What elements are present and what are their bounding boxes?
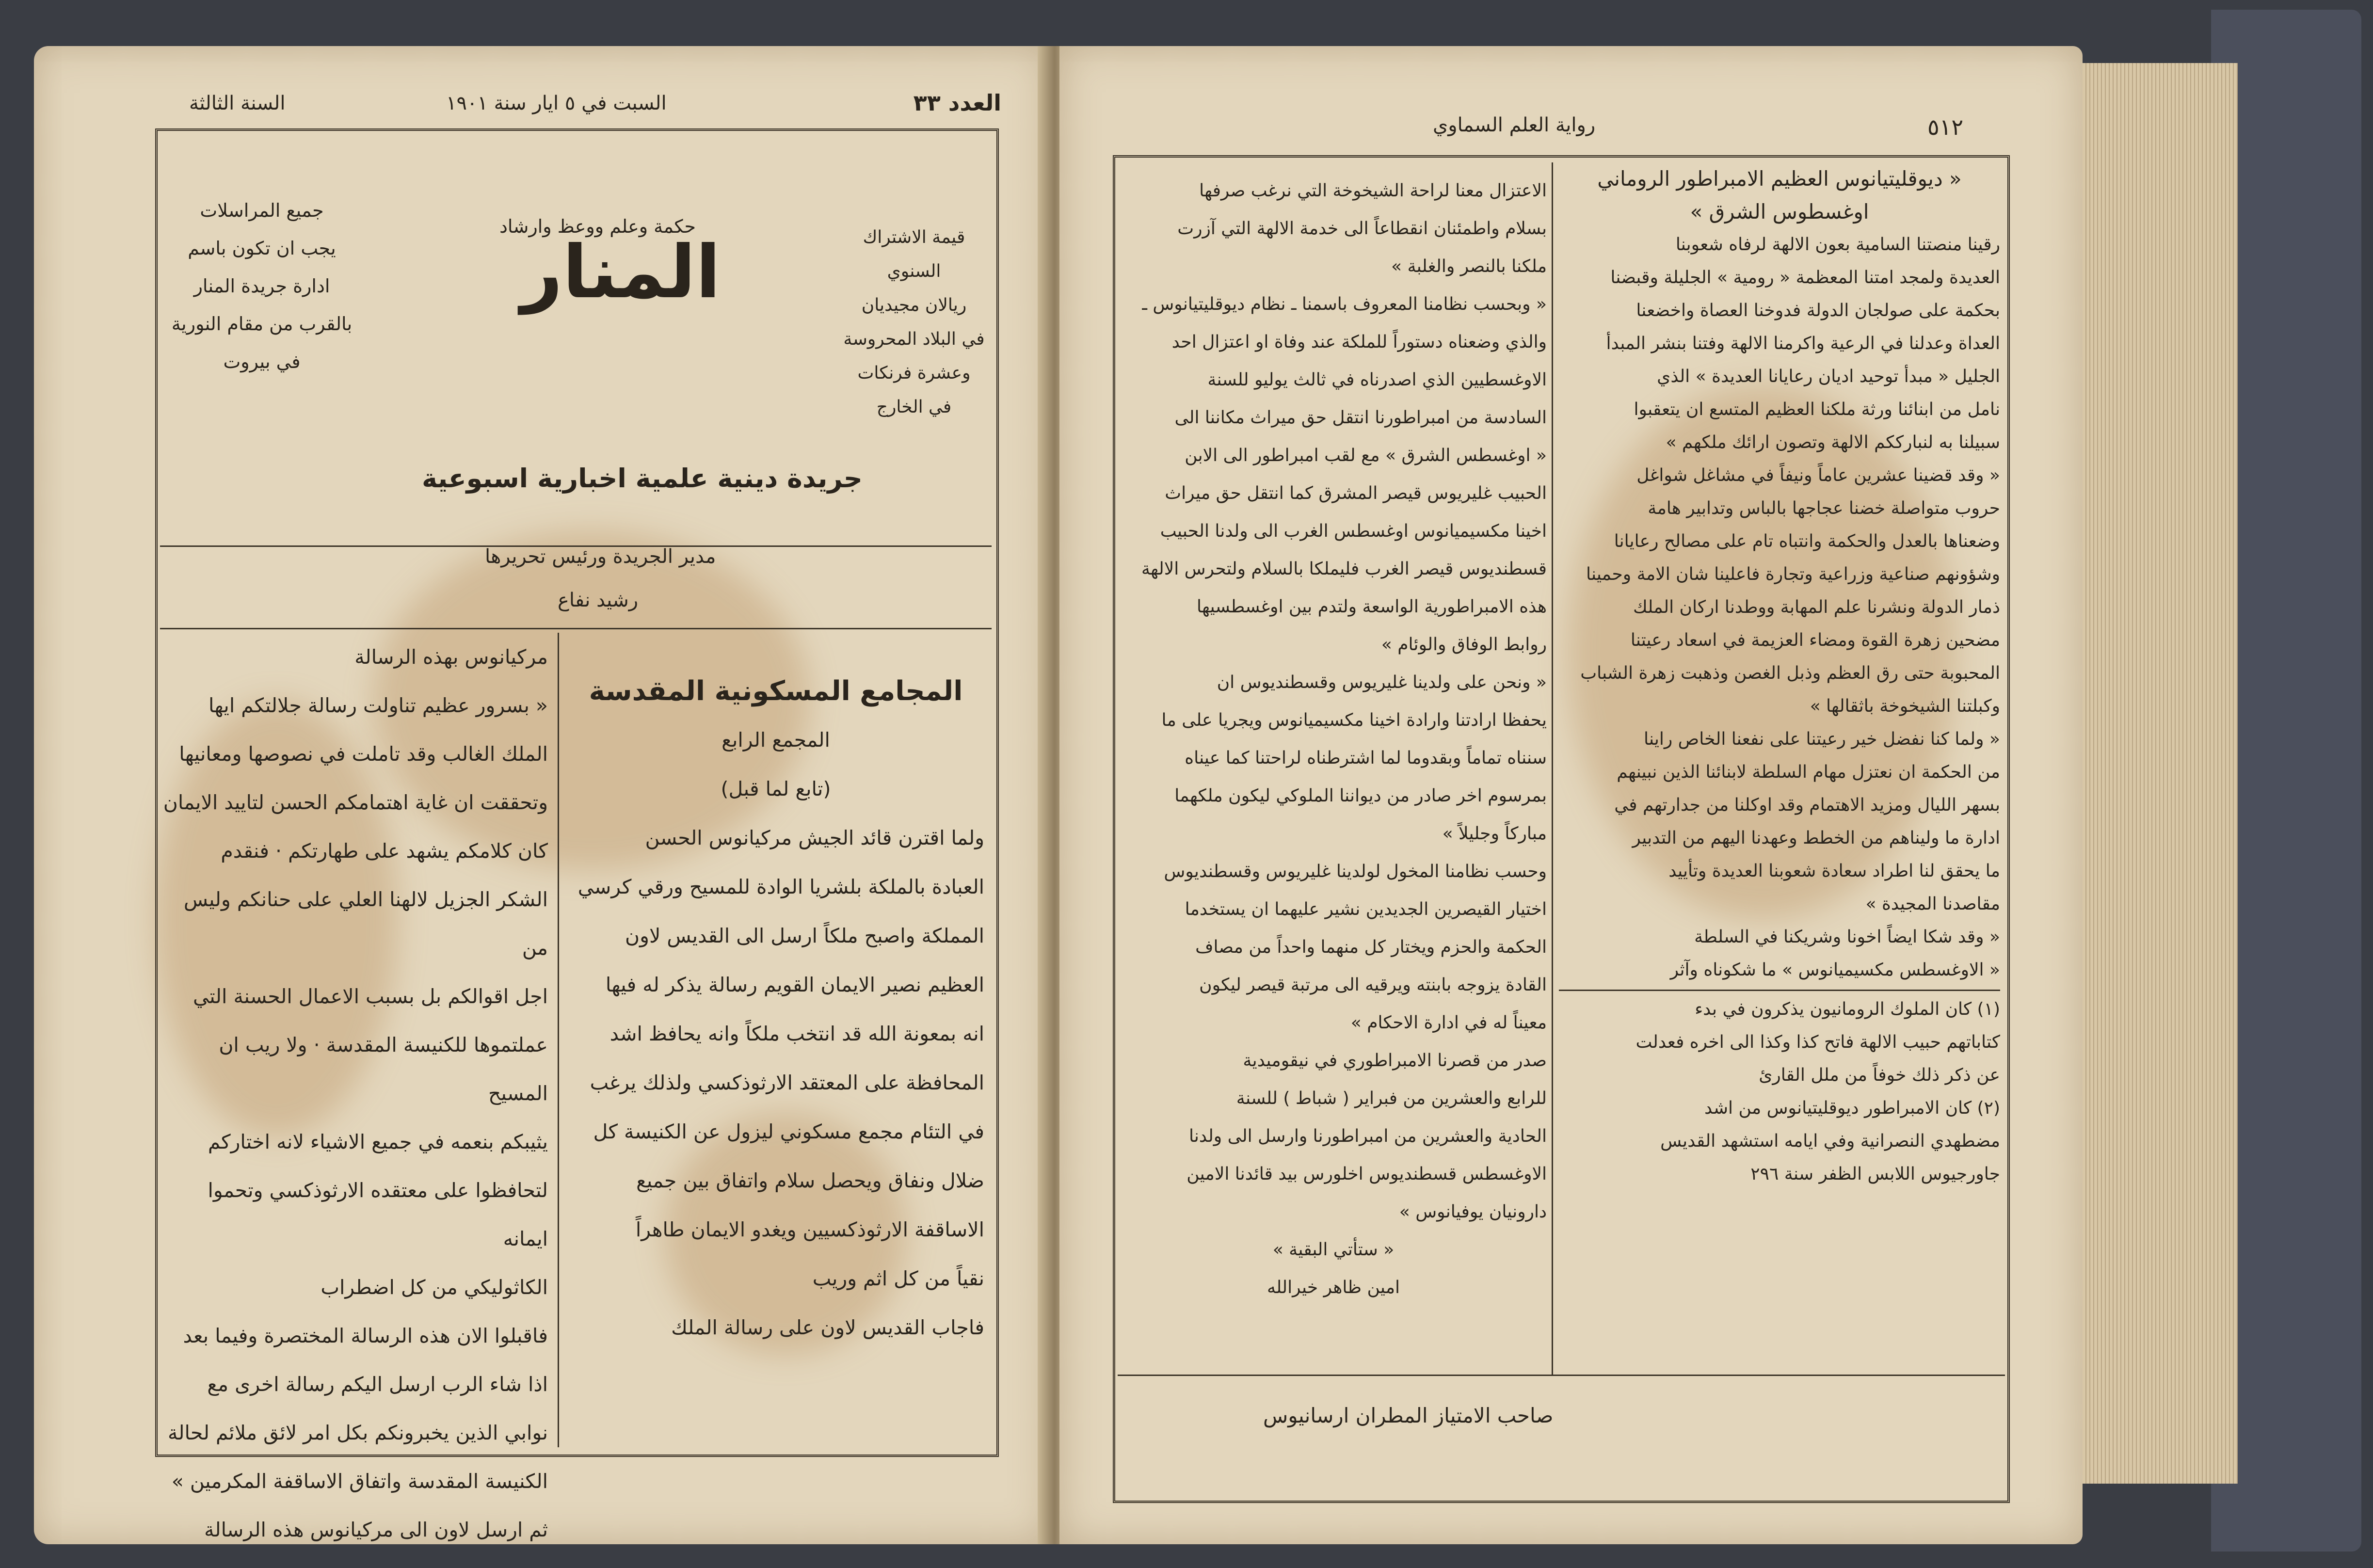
masthead-logo: المنار [520, 230, 721, 315]
right-col-right: « ديوقليتيانوس العظيم الامبراطور الروماني اوغسطوس الشرق » رقينا منصتنا السامية بعون الالهة لرفاه شعوبنا العديدة ولمجد امتنا المعظمة « رومية » الجليلة وقبضنا بحكمة على صولجان الدولة فدوخنا العصاة واخضعنا العداة وعدلنا في الرعية واكرمنا الالهة وفتنا بنشر المبدأ الجليل « مبدأ توحيد اديان رعايانا العديدة » الذي نامل من ابنائنا ورثة ملكنا العظيم المتسع ان يتعقبوا سبيلنا به لنبارككم الالهة وتصون ارائك ملكهم » « وقد قضينا عشرين عاماً ونيفاً في مشاغل شواغل حروب متواصلة خضنا عجاجها بالباس وتدابير هامة وضعناها بالعدل والحكمة وانتباه تام على مصالح رعايانا وشؤونهم صناعية وزراعية وتجارة فاعلينا شان الامة وحمينا ذمار الدولة ونشرنا علم المهابة ووطدنا اركان الملك مضحين زهرة القوة ومضاء العزيمة في اسعاد رعيتنا المحبوبة حتى رق العظم وذبل الغصن وذهبت زهرة الشباب وكبلتنا الشيخوخة باثقالها » « ولما كنا نفضل خير رعيتنا على نفعنا الخاص راينا من الحكمة ان نعتزل مهام السلطة لابنائنا الذين نبينهم بسهر الليال ومزيد الاهتمام وقد اوكلنا من جدارتهم في ادارة ما وليناهم من الخطط وعهدنا اليهم من التدبير ما يحقق لنا اطراد سعادة شعوبنا العديدة وتأييد مقاصدنا المجيدة » « وقد شكا ايضاً اخونا وشريكنا في السلطة « الاوغسطس مكسيميانوس » ما شكوناه وآثر (١) كان الملوك الرومانيون يذكرون في بدء كتاباتهم حبيب الالهة فاتح كذا وكذا الى اخره فعدلت عن ذكر ذلك خوفاً من ملل القارئ (٢) كان الامبراطور ديوقليتيانوس من اشد مضطهدي النصرانية وفي ايامه استشهد القديس جاورجيوس اللابس الظفر سنة ٢٩٦ [1559, 162, 2000, 1191]
volume-year: السنة الثالثة [189, 92, 286, 114]
editor-label: مدير الجريدة ورئيس تحريرها [485, 545, 716, 568]
author-name: امين ظاهر خيرالله [1267, 1278, 1400, 1297]
article-col-right: المجامع المسكونية المقدسة المجمع الرابع (تابع لما قبل) ولما اقترن قائد الجيش مركيانوس الحسن العبادة بالملكة بلشريا الوادة للمسيح ورقي كرسي المملكة واصبح ملكاً ارسل الى القديس لاون العظيم نصير الايمان القويم رسالة يذكر له فيها انه بمعونة الله قد انتخب ملكاً وانه يحافظ اشد المحافظة على المعتقد الارثوذكسي ولذلك يرغب في التئام مجمع مسكوني ليزول عن الكنيسة كل ضلال ونفاق ويحصل سلام واتفاق بين جميع الاساقفة الارثوذكسيين ويغدو الايمان طاهراً نقياً من كل اثم وريب فاجاب القديس لاون على رسالة الملك [567, 667, 984, 1352]
issue-number: العدد ٣٣ [913, 90, 1001, 116]
article-title: المجامع المسكونية المقدسة [589, 675, 963, 707]
correspondence-info: جميع المراسلات يجب ان تكون باسم ادارة جريدة المنار بالقرب من مقام النورية في بيروت [171, 200, 353, 372]
right-page [1059, 46, 2083, 1544]
right-col-left: الاعتزال معنا لراحة الشيخوخة التي نرغب صرفها بسلام واطمئنان انقطاعاً الى خدمة الالهة التي آزرت ملكنا بالنصر والغلبة » « وبحسب نظامنا المعروف باسمنا ـ نظام ديوقليتيانوس ـ والذي وضعناه دستوراً للملكة عند وفاة او اعتزال احد الاوغسطيين الذي اصدرناه في ثالث يوليو للسنة السادسة من امبراطورنا انتقل حق ميراث مكاننا الى « اوغسطس الشرق » مع لقب امبراطور الى الابن الحبيب غليريوس قيصر المشرق كما انتقل حق ميراث اخينا مكسيميانوس اوغسطس الغرب الى ولدنا الحبيب قسطنديوس قيصر الغرب فليملكا بالسلام ولتحرس الالهة هذه الامبراطورية الواسعة ولتدم بين اوغسطسيها روابط الوفاق والوئام » « ونحن على ولدينا غليريوس وقسطنديوس ان يحفظا ارادتنا وارادة اخينا مكسيميانوس ويجريا على ما سنناه تماماً وبقدوما لما اشترطناه لراحتنا كما عيناه بمرسوم اخر صادر من ديواننا الملوكي ليكون ملكهما مباركاً وجليلاً » وحسب نظامنا المخول لولدينا غليريوس وقسطنديوس اختيار القيصرين الجديدين نشير عليهما ان يستخدما الحكمة والحزم ويختار كل منهما واحداً من مصاف القادة يزوجه بابنته ويرقيه الى مرتبة قيصر ليكون معيناً له في ادارة الاحكام » صدر من قصرنا الامبراطوري في نيقوميدية للرابع والعشرين من فبراير ( شباط ) للسنة الحادية والعشرين من امبراطورنا وارسل الى ولدنا الاوغسطس قسطنديوس اخلورس بيد قائدنا الامين دارونيان يوفيانوس » « ستأتي البقية » امين ظاهر خيرالله [1120, 172, 1547, 1307]
article-continued: (تابع لما قبل) [721, 777, 831, 800]
masthead-motto: حكمة وعلم ووعظ وارشاد [499, 216, 696, 237]
footnote: (١) كان الملوك الرومانيون يذكرون في بدء [1695, 999, 2000, 1019]
issue-date: السبت في ٥ ايار سنة ١٩٠١ [446, 92, 667, 114]
page-edges [2083, 63, 2238, 1484]
novel-title: « ديوقليتيانوس العظيم الامبراطور الروماني [1597, 167, 1962, 191]
masthead-subtitle: جريدة دينية علمية اخبارية اسبوعية [422, 463, 863, 494]
left-page [34, 46, 1050, 1544]
novel-title-2: اوغسطوس الشرق » [1690, 200, 1869, 224]
subscription-info: قيمة الاشتراك السنوي ريالان مجيديان في البلاد المحروسة وعشرة فرنكات في الخارج [843, 227, 985, 417]
editor-name: رشيد نفاع [558, 589, 639, 611]
running-title: رواية العلم السماوي [1433, 114, 1596, 136]
article-col-left: مركيانوس بهذه الرسالة « بسرور عظيم تناولت رسالة جلالتكم ايها الملك الغالب وقد تاملت في نصوصها ومعانيها وتحققت ان غاية اهتمامكم الحسن لتاييد الايمان كان كلامكم يشهد على طهارتكم · فنقدم الشكر الجزيل لالهنا العلي على حنانكم وليس من اجل اقوالكم بل بسبب الاعمال الحسنة التي عملتموها للكنيسة المقدسة · ولا ريب ان المسيح يثيبكم بنعمه في جميع الاشياء لانه اختاركم لتحافظوا على معتقده الارثوذكسي وتحموا ايمانه الكاثوليكي من كل اضطراب فاقبلوا الان هذه الرسالة المختصرة وفيما بعد اذا شاء الرب ارسل اليكم رسالة اخرى مع نوابي الذين يخبرونكم بكل امر لائق ملائم لحالة الكنيسة المقدسة واتفاق الاساقفة المكرمين » ثم ارسل لاون الى مركيانوس هذه الرسالة [163, 645, 548, 1541]
article-section: المجمع الرابع [722, 728, 830, 752]
page-footer: صاحب الامتياز المطران ارسانيوس [1263, 1404, 1554, 1427]
to-be-continued: « ستأتي البقية » [1272, 1240, 1395, 1260]
page-number: ٥١٢ [1927, 114, 1964, 140]
